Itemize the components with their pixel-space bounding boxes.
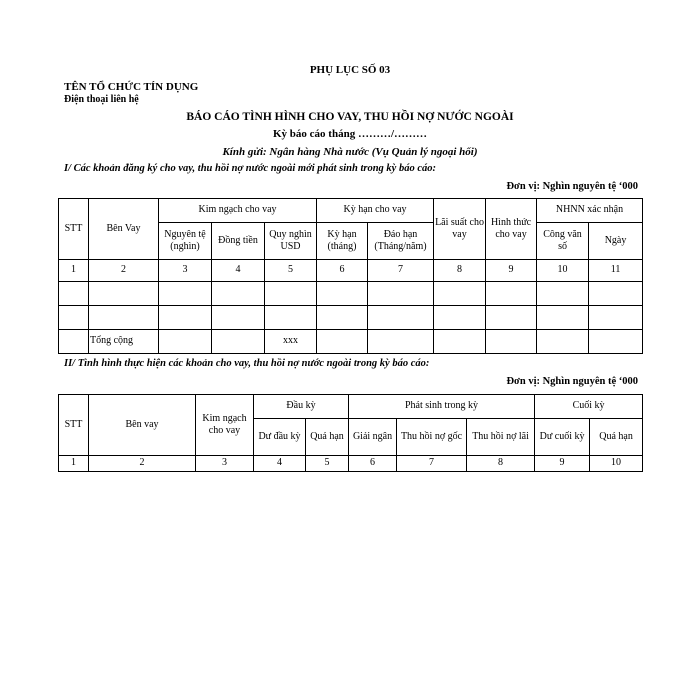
header-overdue-open: Quá hạn [306,419,349,456]
header-opening-balance: Dư đầu kỳ [254,419,306,456]
empty-cell [537,306,589,330]
column-number: 8 [467,456,535,472]
empty-cell [434,330,486,354]
empty-cell [317,282,368,306]
table2-number-row [59,456,643,472]
column-number: 2 [89,456,196,472]
total-row [59,330,643,354]
column-number: 7 [368,260,434,282]
column-number: 4 [254,456,306,472]
empty-cell [59,330,89,354]
header-sbv: NHNN xác nhận [537,199,643,223]
report-period: Kỳ báo cáo tháng ………/……… [272,128,427,140]
header-orig-currency: Nguyên tệ (nghìn) [159,223,212,260]
column-number: 6 [349,456,397,472]
header-rate: Lãi suất cho vay [434,199,486,260]
empty-cell [212,330,265,354]
report-title: BÁO CÁO TÌNH HÌNH CHO VAY, THU HỒI NỢ NƯỚC NGOÀI [186,111,514,123]
header-borrower: Bên Vay [89,199,159,260]
empty-cell [317,306,368,330]
column-number: 4 [212,260,265,282]
column-number: 2 [89,260,159,282]
header-turnover: Kim ngạch cho vay [159,199,317,223]
header-date: Ngày [589,223,643,260]
empty-cell [537,282,589,306]
header-principal: Thu hồi nợ gốc [397,419,467,456]
empty-cell [368,330,434,354]
header-turnover: Kim ngạch cho vay [196,395,254,456]
table2-header-row-1 [59,395,643,419]
empty-cell [434,306,486,330]
empty-cell [159,330,212,354]
empty-cell [59,306,89,330]
empty-cell [212,282,265,306]
empty-cell [89,282,159,306]
column-number: 1 [59,456,89,472]
header-interest: Thu hồi nợ lãi [467,419,535,456]
header-usd: Quy nghìn USD [265,223,317,260]
header-currency: Đồng tiền [212,223,265,260]
empty-cell [537,330,589,354]
recipient-line: Kính gửi: Ngân hàng Nhà nước (Vụ Quản lý ngoại hối) [222,146,478,158]
column-number: 7 [397,456,467,472]
empty-cell [265,282,317,306]
empty-cell [368,306,434,330]
empty-cell [486,282,537,306]
column-number: 9 [486,260,537,282]
header-opening: Đầu kỳ [254,395,349,419]
section2-unit: Đơn vị: Nghìn nguyên tệ ‘000 [506,376,638,387]
header-term: Kỳ hạn cho vay [317,199,434,223]
header-overdue-close: Quá hạn [590,419,643,456]
header-term-months: Kỳ hạn (tháng) [317,223,368,260]
empty-cell [159,306,212,330]
empty-cell [589,282,643,306]
column-number: 11 [589,260,643,282]
total-usd: xxx [265,330,317,354]
empty-cell [368,282,434,306]
header-disbursement: Giải ngân [349,419,397,456]
column-number: 10 [590,456,643,472]
empty-cell [89,306,159,330]
section1-unit: Đơn vị: Nghìn nguyên tệ ‘000 [506,181,638,192]
new-loans-table [58,198,643,354]
column-number: 6 [317,260,368,282]
empty-cell [59,282,89,306]
contact-phone-label: Điện thoại liên hệ [64,94,139,105]
empty-cell [486,306,537,330]
organization-name: TÊN TỔ CHỨC TÍN DỤNG [64,81,199,93]
column-number: 8 [434,260,486,282]
empty-cell [589,306,643,330]
empty-cell [212,306,265,330]
empty-cell [589,330,643,354]
loan-performance-table [58,394,643,472]
empty-cell [434,282,486,306]
column-number: 5 [265,260,317,282]
section2-title: II/ Tình hình thực hiện các khoản cho vay, thu hồi nợ nước ngoài trong kỳ báo cáo: [64,358,430,369]
table1-number-row [59,260,643,282]
header-stt: STT [59,395,89,456]
header-closing: Cuối kỳ [535,395,643,419]
header-stt: STT [59,199,89,260]
appendix-label: PHỤ LỤC SỐ 03 [309,64,391,76]
table-row [59,282,643,306]
column-number: 9 [535,456,590,472]
empty-cell [265,306,317,330]
column-number: 3 [159,260,212,282]
header-closing-balance: Dư cuối kỳ [535,419,590,456]
header-arising: Phát sinh trong kỳ [349,395,535,419]
column-number: 5 [306,456,349,472]
total-label: Tổng cộng [89,330,159,354]
table1-header-row-1 [59,199,643,223]
header-maturity: Đáo hạn (Tháng/năm) [368,223,434,260]
column-number: 1 [59,260,89,282]
empty-cell [159,282,212,306]
table-row [59,306,643,330]
empty-cell [486,330,537,354]
header-form: Hình thức cho vay [486,199,537,260]
empty-cell [317,330,368,354]
section1-title: I/ Các khoản đăng ký cho vay, thu hồi nợ nước ngoài mới phát sinh trong kỳ báo cáo: [64,163,436,174]
column-number: 3 [196,456,254,472]
column-number: 10 [537,260,589,282]
header-borrower: Bên vay [89,395,196,456]
header-doc-no: Công văn số [537,223,589,260]
